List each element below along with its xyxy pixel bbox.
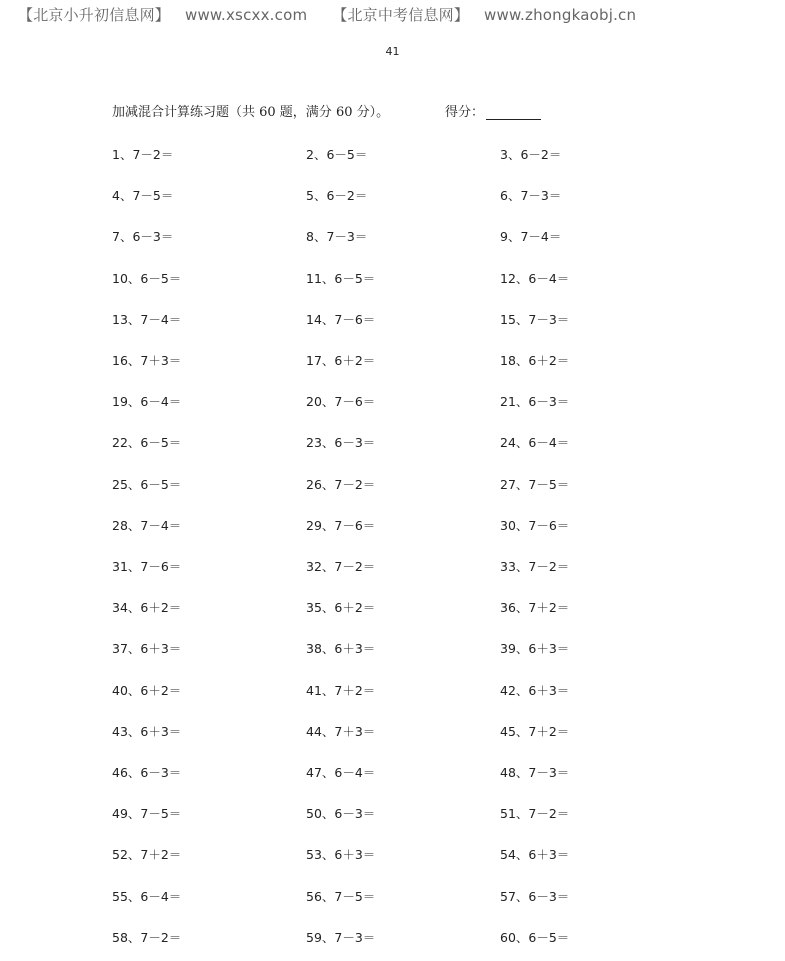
problem-item: 45、7＋2＝ xyxy=(500,724,570,739)
problem-item: 30、7－6＝ xyxy=(500,518,570,533)
problem-item: 20、7－6＝ xyxy=(306,394,376,409)
problem-item: 43、6＋3＝ xyxy=(112,724,182,739)
problem-item: 35、6＋2＝ xyxy=(306,600,376,615)
header-url2[interactable]: www.zhongkaobj.cn xyxy=(484,6,637,24)
score-label: 得分： xyxy=(445,105,485,120)
problem-item: 25、6－5＝ xyxy=(112,477,182,492)
problem-item: 54、6＋3＝ xyxy=(500,847,570,862)
header-site2: 【北京中考信息网】 xyxy=(332,6,470,24)
problem-item: 40、6＋2＝ xyxy=(112,683,182,698)
problem-item: 13、7－4＝ xyxy=(112,312,182,327)
problem-item: 50、6－3＝ xyxy=(306,806,376,821)
problem-item: 29、7－6＝ xyxy=(306,518,376,533)
problem-item: 3、6－2＝ xyxy=(500,147,562,162)
problem-item: 60、6－5＝ xyxy=(500,930,570,945)
problem-item: 57、6－3＝ xyxy=(500,889,570,904)
problem-item: 14、7－6＝ xyxy=(306,312,376,327)
problem-item: 10、6－5＝ xyxy=(112,271,182,286)
problem-item: 9、7－4＝ xyxy=(500,229,562,244)
problem-item: 23、6－3＝ xyxy=(306,435,376,450)
problem-item: 46、6－3＝ xyxy=(112,765,182,780)
problem-item: 36、7＋2＝ xyxy=(500,600,570,615)
problem-item: 37、6＋3＝ xyxy=(112,641,182,656)
score-blank-line xyxy=(486,106,541,120)
problem-item: 2、6－5＝ xyxy=(306,147,368,162)
problem-item: 49、7－5＝ xyxy=(112,806,182,821)
header-url1[interactable]: www.xscxx.com xyxy=(184,6,308,24)
problem-item: 47、6－4＝ xyxy=(306,765,376,780)
problem-item: 28、7－4＝ xyxy=(112,518,182,533)
problem-item: 24、6－4＝ xyxy=(500,435,570,450)
problem-item: 18、6＋2＝ xyxy=(500,353,570,368)
problem-item: 34、6＋2＝ xyxy=(112,600,182,615)
problem-item: 12、6－4＝ xyxy=(500,271,570,286)
problem-item: 44、7＋3＝ xyxy=(306,724,376,739)
problem-item: 17、6＋2＝ xyxy=(306,353,376,368)
problem-item: 16、7＋3＝ xyxy=(112,353,182,368)
problem-item: 5、6－2＝ xyxy=(306,188,368,203)
problem-item: 53、6＋3＝ xyxy=(306,847,376,862)
problem-item: 42、6＋3＝ xyxy=(500,683,570,698)
problem-item: 11、6－5＝ xyxy=(306,271,376,286)
problem-item: 51、7－2＝ xyxy=(500,806,570,821)
problem-item: 8、7－3＝ xyxy=(306,229,368,244)
problem-item: 38、6＋3＝ xyxy=(306,641,376,656)
problem-item: 33、7－2＝ xyxy=(500,559,570,574)
header-site1: 【北京小升初信息网】 xyxy=(18,6,171,24)
problem-item: 21、6－3＝ xyxy=(500,394,570,409)
problem-item: 52、7＋2＝ xyxy=(112,847,182,862)
score-field xyxy=(445,101,541,120)
problem-item: 4、7－5＝ xyxy=(112,188,174,203)
problem-item: 48、7－3＝ xyxy=(500,765,570,780)
problem-item: 41、7＋2＝ xyxy=(306,683,376,698)
problem-item: 58、7－2＝ xyxy=(112,930,182,945)
problem-item: 39、6＋3＝ xyxy=(500,641,570,656)
problem-item: 26、7－2＝ xyxy=(306,477,376,492)
problem-item: 32、7－2＝ xyxy=(306,559,376,574)
problem-item: 59、7－3＝ xyxy=(306,930,376,945)
problem-item: 31、7－6＝ xyxy=(112,559,182,574)
problem-item: 55、6－4＝ xyxy=(112,889,182,904)
problem-item: 1、7－2＝ xyxy=(112,147,174,162)
worksheet-title: 加减混合计算练习题（共 60 题，满分 60 分）。 xyxy=(112,105,390,120)
problem-item: 22、6－5＝ xyxy=(112,435,182,450)
problem-item: 56、7－5＝ xyxy=(306,889,376,904)
problem-item: 19、6－4＝ xyxy=(112,394,182,409)
problem-item: 15、7－3＝ xyxy=(500,312,570,327)
problem-item: 7、6－3＝ xyxy=(112,229,174,244)
problem-item: 27、7－5＝ xyxy=(500,477,570,492)
page-number: 41 xyxy=(385,45,400,58)
page-header xyxy=(18,4,636,25)
problem-item: 6、7－3＝ xyxy=(500,188,562,203)
